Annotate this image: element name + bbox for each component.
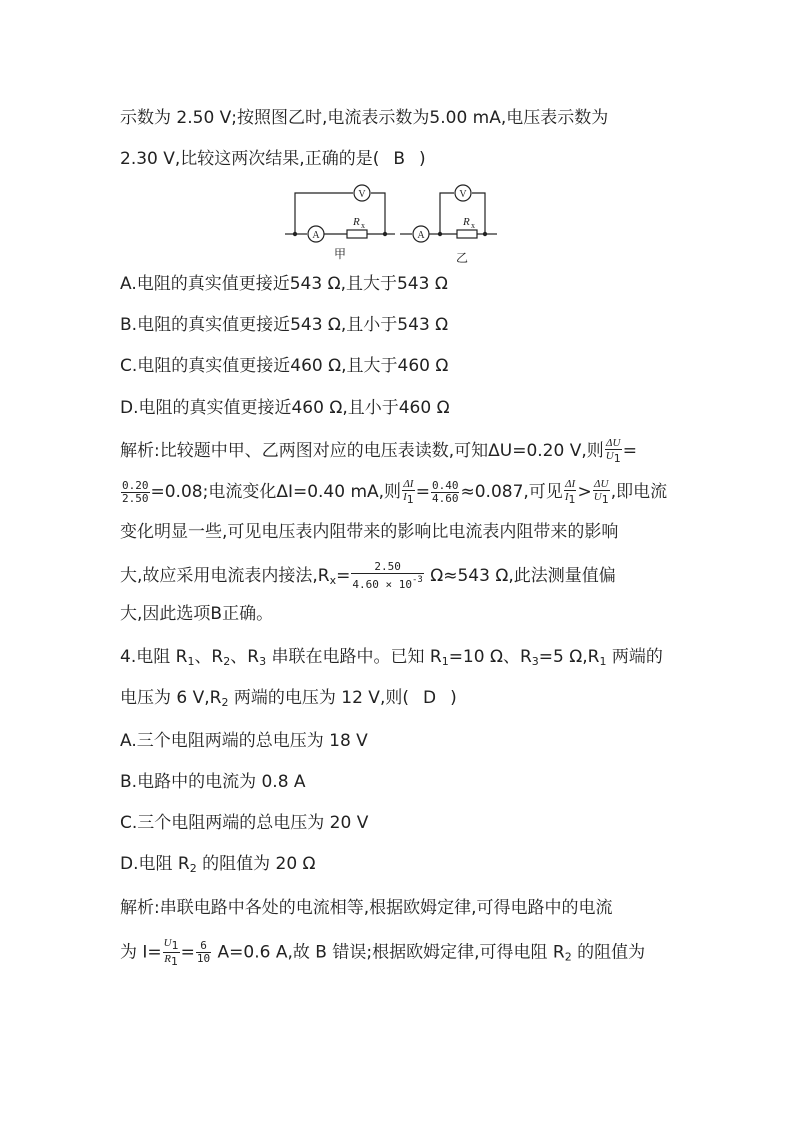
q3-option-d	[120, 396, 450, 420]
text: 变化明显一些,可见电压表内阻带来的影响比电流表内阻带来的影响	[120, 522, 619, 542]
subscript: 2	[564, 950, 572, 964]
caption-jia: 甲	[333, 247, 347, 261]
text: )	[450, 688, 457, 708]
text: 电压为 6 V,R	[120, 688, 222, 708]
numerator: ΔU	[594, 478, 609, 490]
denominator: R	[164, 953, 172, 965]
analysis4-line-1	[120, 896, 613, 920]
fraction	[402, 478, 415, 506]
resistor-right	[457, 230, 477, 238]
denominator: 4.60 × 10	[352, 578, 412, 591]
text: 、R	[230, 647, 260, 667]
text: B.电路中的电流为 0.8 A	[120, 772, 306, 792]
circuit-right	[400, 185, 497, 242]
text: 两端的电压为 12 V,则(	[228, 688, 409, 708]
text: 4.电阻 R	[120, 647, 188, 667]
resistor-label-right: R	[463, 216, 470, 228]
text: =	[336, 566, 351, 586]
q3-stem-line-1	[120, 106, 608, 130]
text: =5 Ω,R	[538, 647, 600, 667]
fraction	[605, 437, 622, 465]
numerator: ΔI	[565, 478, 576, 490]
subscript: 1	[568, 493, 576, 506]
analysis3-line-5	[120, 602, 273, 626]
text: =	[180, 942, 195, 963]
text: 、R	[194, 647, 224, 667]
subscript: 1	[187, 655, 195, 668]
text: =	[415, 482, 430, 502]
denominator: 10	[196, 952, 211, 965]
subscript: 1	[613, 452, 621, 465]
subscript: 3	[259, 655, 267, 668]
subscript: 1	[171, 939, 179, 952]
numerator: 6	[196, 940, 211, 953]
subscript: 3	[531, 655, 539, 668]
q4-option-d	[120, 852, 316, 881]
text: A.电阻的真实值更接近543 Ω,且大于543 Ω	[120, 274, 448, 294]
denominator: 2.50	[122, 491, 149, 505]
subscript: x	[329, 574, 337, 587]
text: 大,故应采用电流表内接法,R	[120, 566, 330, 586]
fraction	[351, 561, 423, 591]
text: 两端的	[606, 647, 663, 667]
denominator: I	[403, 491, 407, 503]
text: A.三个电阻两端的总电压为 18 V	[120, 731, 368, 751]
q3-stem-line-2	[120, 147, 426, 171]
q4-option-b	[120, 770, 306, 794]
text: 的阻值为	[571, 942, 646, 963]
caption-yi: 乙	[455, 251, 469, 265]
analysis3-line-2	[120, 478, 667, 506]
text: ≈0.087,可见	[460, 482, 563, 502]
meter-label-v-left: V	[358, 189, 366, 200]
subscript: 2	[189, 862, 197, 875]
resistor-sub-left: x	[361, 221, 365, 230]
text: A=0.6 A,故 B 错误;根据欧姆定律,可得电阻 R	[212, 942, 565, 963]
text: D.电阻的真实值更接近460 Ω,且小于460 Ω	[120, 398, 450, 418]
q4-stem-line-1	[120, 645, 663, 674]
denominator: U	[605, 450, 614, 462]
text: )	[419, 149, 426, 169]
superscript: -3	[412, 575, 423, 585]
fraction	[121, 480, 150, 505]
circuit-diagram	[285, 178, 505, 266]
answer-letter: D	[422, 688, 437, 708]
text: Ω≈543 Ω,此法测量值偏	[424, 566, 616, 586]
numerator: 2.50	[351, 561, 423, 574]
meter-label-v-right: V	[459, 189, 467, 200]
denominator: U	[593, 491, 602, 503]
text: 2.30 V,比较这两次结果,正确的是(	[120, 149, 380, 169]
text: 示数为 2.50 V;按照图乙时,电流表示数为5.00 mA,电压表示数为	[120, 108, 609, 128]
subscript: 2	[221, 696, 229, 709]
q4-option-c	[120, 811, 368, 835]
text: 解析:比较题中甲、乙两图对应的电压表读数,可知ΔU=0.20 V,则	[120, 441, 604, 461]
text: >	[577, 482, 592, 502]
analysis3-line-3	[120, 520, 618, 544]
numerator: U	[163, 937, 172, 949]
analysis3-line-1	[120, 437, 637, 465]
numerator: 0.40	[431, 478, 459, 492]
subscript: 2	[223, 655, 231, 668]
text: ,即电流	[610, 482, 668, 502]
q3-option-b	[120, 313, 448, 337]
resistor-left	[347, 230, 367, 238]
fraction	[196, 940, 211, 965]
text: D.电阻 R	[120, 854, 190, 874]
fraction	[431, 480, 460, 505]
q3-option-c	[120, 354, 448, 378]
text: 的阻值为 20 Ω	[196, 854, 316, 874]
subscript: 1	[406, 493, 414, 506]
text: =	[622, 441, 637, 461]
q4-stem-line-2	[120, 686, 457, 715]
text: 串联在电路中。已知 R	[266, 647, 442, 667]
text: 为 I=	[120, 942, 162, 963]
fraction	[564, 478, 577, 506]
text: B.电阻的真实值更接近543 Ω,且小于543 Ω	[120, 315, 449, 335]
subscript: 1	[441, 655, 449, 668]
numerator: 0.20	[122, 478, 149, 492]
text: =10 Ω、R	[448, 647, 532, 667]
subscript: 1	[599, 655, 607, 668]
denominator: I	[564, 491, 569, 503]
q4-option-a	[120, 729, 368, 753]
text: C.三个电阻两端的总电压为 20 V	[120, 813, 369, 833]
denominator: 4.60	[431, 491, 459, 505]
fraction	[163, 937, 180, 968]
analysis3-line-4	[120, 561, 616, 593]
subscript: 1	[171, 955, 179, 968]
resistor-label-left: R	[353, 216, 360, 228]
text: 解析:串联电路中各处的电流相等,根据欧姆定律,可得电路中的电流	[120, 898, 613, 918]
meter-label-a-right: A	[417, 230, 425, 241]
numerator: ΔI	[403, 478, 414, 490]
answer-letter: B	[393, 149, 405, 169]
subscript: 1	[601, 493, 609, 506]
text: C.电阻的真实值更接近460 Ω,且大于460 Ω	[120, 356, 449, 376]
numerator: ΔU	[606, 437, 621, 449]
text: =0.08;电流变化ΔI=0.40 mA,则	[150, 482, 402, 502]
q3-option-a	[120, 272, 448, 296]
analysis4-line-2	[120, 937, 645, 970]
text: 大,因此选项B正确。	[120, 604, 274, 624]
fraction	[593, 478, 610, 506]
circuit-left	[285, 185, 395, 242]
resistor-sub-right: x	[471, 221, 475, 230]
meter-label-a-left: A	[312, 230, 320, 241]
